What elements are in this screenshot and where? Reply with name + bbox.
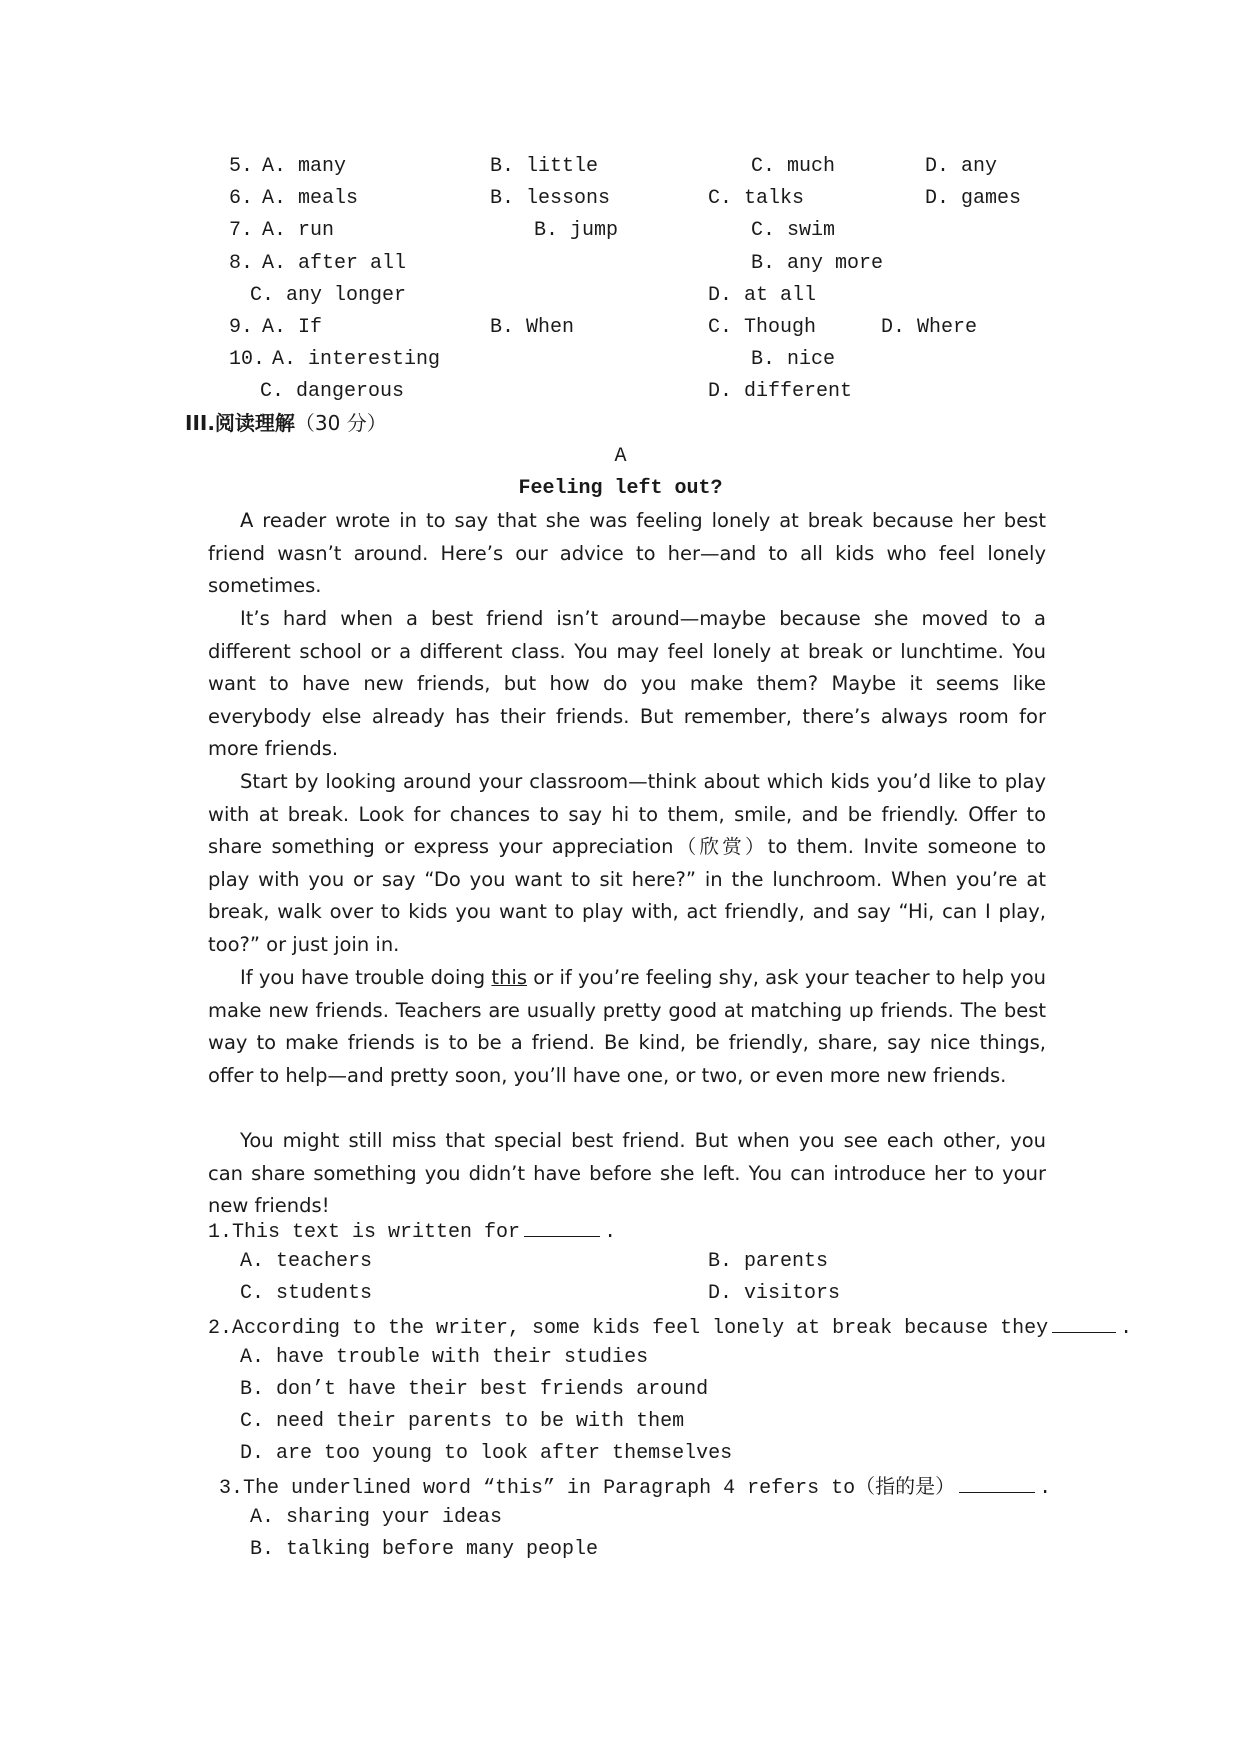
option-d: D. games [925, 187, 1022, 210]
question-1 [208, 1218, 616, 1242]
question-3 [219, 1474, 1051, 1498]
option-d: D. Where [881, 316, 978, 339]
underlined-word: this [491, 966, 528, 989]
question-end: . [1039, 1477, 1052, 1500]
answer-blank [1052, 1314, 1116, 1333]
question-stem: 1.This text is written for [208, 1221, 521, 1244]
paragraph-2: It’s hard when a best friend isn’t around—maybe because she moved to a different school or a different class. You may feel lonely at break or lunchtime. You want to have new friends, but how do you make them? Maybe it seems like everybody else already has their friends. But remember, there’s always room for more friends. [208, 607, 1046, 761]
paragraph-1: A reader wrote in to say that she was feeling lonely at break because her best friend wasn’t around. Here’s our advice to her—and to all kids who feel lonely sometimes. [208, 509, 1046, 598]
option-c: C. dangerous [260, 380, 405, 403]
answer-option: A. have trouble with their studies [240, 1346, 649, 1369]
section-roman: III. [185, 411, 215, 435]
section-title: 阅读理解 [214, 411, 295, 435]
answer-option: B. parents [708, 1250, 829, 1273]
answer-option: C. students [240, 1282, 373, 1305]
option-num: 7. [229, 219, 254, 242]
option-a: A. after all [262, 252, 407, 275]
answer-blank [524, 1218, 600, 1237]
option-b: B. jump [534, 219, 619, 242]
option-d: D. any [925, 155, 998, 178]
answer-option: D. are too young to look after themselves [240, 1442, 733, 1465]
option-a: A. interesting [272, 348, 441, 371]
paragraph-5: You might still miss that special best friend. But when you see each other, you can share something you didn’t have before she left. You can introduce her to your new friends! [208, 1129, 1046, 1218]
answer-option: A. teachers [240, 1250, 373, 1273]
answer-option: A. sharing your ideas [250, 1506, 503, 1529]
option-num: 9. [229, 316, 254, 339]
answer-option: D. visitors [708, 1282, 841, 1305]
option-c: C. any longer [250, 284, 407, 307]
paragraph-3: Start by looking around your classroom—think about which kids you’d like to play with at break. Look for chances to say hi to them, smile, and be friendly. Offer to share something or express your appreciation（欣赏）to them. Invite someone to play with you or say “Do you want to sit here?” in the lunchroom. When you’re at break, walk over to kids you want to play with, act friendly, and say “Hi, can I play, too?” or just join in. [208, 770, 1046, 956]
option-b: B. nice [751, 348, 836, 371]
option-a: A. If [262, 316, 323, 339]
paragraph-4-rest: or if you’re feeling shy, ask your teacher to help you make new friends. Teachers are usually pretty good at matching up friends. The best way to make friends is to be a friend. Be kind, be friendly, share, say nice things, offer to help—and pretty soon, you’ll have one, or two, or even more new friends. [208, 966, 1046, 1087]
option-b: B. lessons [490, 187, 611, 210]
option-num: 10. [229, 348, 266, 371]
option-c: C. swim [751, 219, 836, 242]
option-a: A. many [262, 155, 347, 178]
passage-title: Feeling left out? [518, 477, 723, 500]
option-d: D. different [708, 380, 853, 403]
option-b: B. any more [751, 252, 884, 275]
option-c: C. much [751, 155, 836, 178]
option-a: A. run [262, 219, 335, 242]
option-num: 5. [229, 155, 254, 178]
answer-option: C. need their parents to be with them [240, 1410, 685, 1433]
answer-option: B. talking before many people [250, 1538, 599, 1561]
question-stem: 2.According to the writer, some kids feel lonely at break because they [208, 1317, 1049, 1340]
option-d: D. at all [708, 284, 817, 307]
option-c: C. talks [708, 187, 805, 210]
question-end: . [604, 1221, 617, 1244]
option-b: B. When [490, 316, 575, 339]
paragraph-4 [208, 962, 1046, 1125]
option-num: 8. [229, 252, 254, 275]
option-c: C. Though [708, 316, 817, 339]
paragraph-4-start: If you have trouble doing [240, 966, 492, 989]
passage-label: A [614, 445, 627, 468]
answer-blank [959, 1474, 1035, 1493]
option-b: B. little [490, 155, 599, 178]
section-points: （30 分） [294, 411, 387, 435]
section-heading [185, 411, 387, 435]
question-2 [208, 1314, 1132, 1338]
question-stem: 3.The underlined word “this” in Paragraph 4 refers to（指的是） [219, 1477, 956, 1500]
option-a: A. meals [262, 187, 359, 210]
question-end: . [1120, 1317, 1133, 1340]
answer-option: B. don’t have their best friends around [240, 1378, 709, 1401]
option-num: 6. [229, 187, 254, 210]
